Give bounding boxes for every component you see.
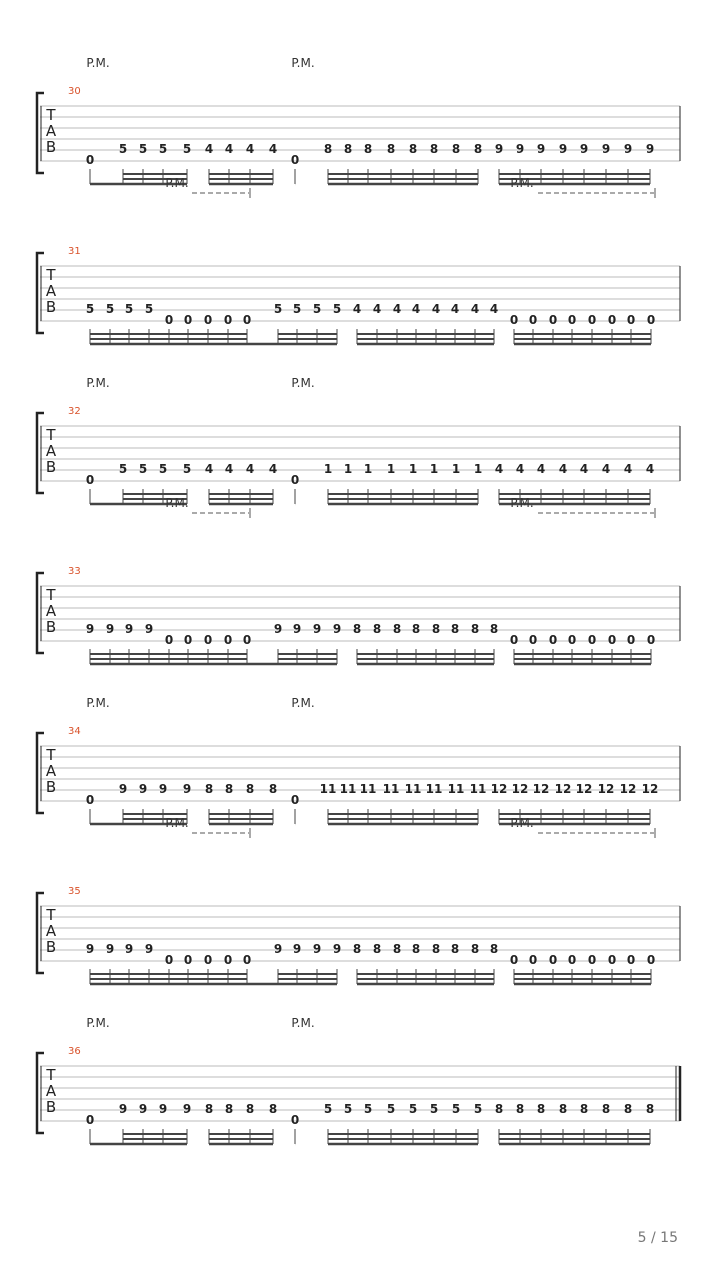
tab-clef-letter: B bbox=[45, 458, 57, 476]
fret-number: 12 bbox=[532, 782, 550, 796]
fret-number: 4 bbox=[470, 302, 480, 316]
fret-number: 12 bbox=[554, 782, 572, 796]
fret-number: 11 bbox=[339, 782, 357, 796]
fret-number: 1 bbox=[343, 462, 353, 476]
fret-number: 0 bbox=[548, 313, 558, 327]
fret-number: 12 bbox=[511, 782, 529, 796]
fret-number: 4 bbox=[450, 302, 460, 316]
fret-number: 4 bbox=[515, 462, 525, 476]
fret-number: 5 bbox=[138, 142, 148, 156]
fret-number: 8 bbox=[411, 942, 421, 956]
fret-number: 9 bbox=[558, 142, 568, 156]
fret-number: 0 bbox=[528, 313, 538, 327]
fret-number: 4 bbox=[623, 462, 633, 476]
fret-number: 8 bbox=[392, 622, 402, 636]
fret-number: 0 bbox=[290, 1113, 300, 1127]
system-36 bbox=[37, 1016, 680, 1144]
tab-clef-letter: T bbox=[46, 266, 56, 284]
fret-number: 0 bbox=[646, 313, 656, 327]
fret-number: 4 bbox=[204, 142, 214, 156]
fret-number: 8 bbox=[579, 1102, 589, 1116]
palm-mute-marking: P.M. bbox=[86, 56, 110, 70]
tab-clef-letter: T bbox=[46, 586, 56, 604]
fret-number: 9 bbox=[118, 782, 128, 796]
fret-number: 5 bbox=[182, 142, 192, 156]
fret-number: 11 bbox=[425, 782, 443, 796]
fret-number: 1 bbox=[363, 462, 373, 476]
palm-mute-marking: P.M. bbox=[291, 56, 315, 70]
fret-number: 9 bbox=[273, 942, 283, 956]
fret-number: 8 bbox=[558, 1102, 568, 1116]
bar-number: 30 bbox=[68, 86, 81, 97]
fret-number: 0 bbox=[223, 633, 233, 647]
fret-number: 5 bbox=[118, 462, 128, 476]
fret-number: 9 bbox=[105, 622, 115, 636]
fret-number: 5 bbox=[292, 302, 302, 316]
fret-number: 4 bbox=[204, 462, 214, 476]
fret-number: 9 bbox=[536, 142, 546, 156]
fret-number: 0 bbox=[626, 313, 636, 327]
fret-number: 8 bbox=[224, 782, 234, 796]
fret-number: 9 bbox=[118, 1102, 128, 1116]
tab-clef-letter: A bbox=[45, 282, 57, 300]
fret-number: 0 bbox=[509, 953, 519, 967]
fret-number: 4 bbox=[601, 462, 611, 476]
palm-mute-marking: P.M. bbox=[86, 696, 110, 710]
fret-number: 9 bbox=[579, 142, 589, 156]
fret-number: 0 bbox=[567, 633, 577, 647]
fret-number: 4 bbox=[268, 462, 278, 476]
fret-number: 8 bbox=[343, 142, 353, 156]
fret-number: 9 bbox=[312, 942, 322, 956]
fret-number: 5 bbox=[323, 1102, 333, 1116]
tab-clef-letter: B bbox=[45, 618, 57, 636]
fret-number: 8 bbox=[372, 942, 382, 956]
fret-number: 1 bbox=[323, 462, 333, 476]
fret-number: 9 bbox=[332, 622, 342, 636]
fret-number: 0 bbox=[242, 953, 252, 967]
fret-number: 8 bbox=[392, 942, 402, 956]
palm-mute-marking: P.M. bbox=[165, 176, 189, 190]
fret-number: 8 bbox=[363, 142, 373, 156]
fret-number: 11 bbox=[359, 782, 377, 796]
fret-number: 0 bbox=[164, 633, 174, 647]
fret-number: 9 bbox=[158, 782, 168, 796]
bar-number: 36 bbox=[68, 1046, 81, 1057]
fret-number: 8 bbox=[450, 942, 460, 956]
fret-number: 12 bbox=[490, 782, 508, 796]
fret-number: 8 bbox=[408, 142, 418, 156]
fret-number: 4 bbox=[558, 462, 568, 476]
fret-number: 8 bbox=[204, 782, 214, 796]
fret-number: 0 bbox=[626, 633, 636, 647]
system-34 bbox=[37, 696, 680, 824]
fret-number: 9 bbox=[124, 622, 134, 636]
fret-number: 0 bbox=[548, 953, 558, 967]
bar-number: 35 bbox=[68, 886, 81, 897]
fret-number: 8 bbox=[431, 942, 441, 956]
fret-number: 0 bbox=[242, 633, 252, 647]
system-30 bbox=[37, 56, 680, 184]
fret-number: 5 bbox=[182, 462, 192, 476]
fret-number: 0 bbox=[164, 953, 174, 967]
fret-number: 1 bbox=[408, 462, 418, 476]
fret-number: 8 bbox=[450, 622, 460, 636]
fret-number: 5 bbox=[144, 302, 154, 316]
palm-mute-marking: P.M. bbox=[165, 496, 189, 510]
fret-number: 0 bbox=[85, 153, 95, 167]
fret-number: 8 bbox=[204, 1102, 214, 1116]
fret-number: 8 bbox=[224, 1102, 234, 1116]
fret-number: 0 bbox=[183, 953, 193, 967]
fret-number: 9 bbox=[138, 782, 148, 796]
fret-number: 9 bbox=[645, 142, 655, 156]
fret-number: 8 bbox=[372, 622, 382, 636]
fret-number: 9 bbox=[182, 1102, 192, 1116]
fret-number: 4 bbox=[352, 302, 362, 316]
bar-number: 34 bbox=[68, 726, 81, 737]
fret-number: 8 bbox=[386, 142, 396, 156]
fret-number: 9 bbox=[85, 622, 95, 636]
fret-number: 5 bbox=[158, 462, 168, 476]
fret-number: 0 bbox=[290, 793, 300, 807]
fret-number: 0 bbox=[607, 633, 617, 647]
fret-number: 12 bbox=[619, 782, 637, 796]
fret-number: 9 bbox=[601, 142, 611, 156]
fret-number: 8 bbox=[489, 622, 499, 636]
fret-number: 4 bbox=[268, 142, 278, 156]
fret-number: 0 bbox=[203, 633, 213, 647]
fret-number: 1 bbox=[473, 462, 483, 476]
fret-number: 9 bbox=[105, 942, 115, 956]
fret-number: 0 bbox=[290, 153, 300, 167]
tab-clef-letter: A bbox=[45, 922, 57, 940]
fret-number: 0 bbox=[587, 633, 597, 647]
tab-clef-letter: A bbox=[45, 762, 57, 780]
fret-number: 9 bbox=[623, 142, 633, 156]
fret-number: 4 bbox=[494, 462, 504, 476]
fret-number: 0 bbox=[223, 953, 233, 967]
fret-number: 4 bbox=[245, 142, 255, 156]
fret-number: 8 bbox=[494, 1102, 504, 1116]
fret-number: 9 bbox=[124, 942, 134, 956]
fret-number: 8 bbox=[323, 142, 333, 156]
fret-number: 0 bbox=[85, 1113, 95, 1127]
fret-number: 9 bbox=[182, 782, 192, 796]
tab-clef-letter: A bbox=[45, 442, 57, 460]
fret-number: 0 bbox=[203, 953, 213, 967]
palm-mute-marking: P.M. bbox=[165, 816, 189, 830]
fret-number: 9 bbox=[292, 622, 302, 636]
fret-number: 11 bbox=[469, 782, 487, 796]
fret-number: 0 bbox=[528, 633, 538, 647]
fret-number: 8 bbox=[489, 942, 499, 956]
bar-number: 31 bbox=[68, 246, 81, 257]
fret-number: 0 bbox=[607, 953, 617, 967]
fret-number: 0 bbox=[509, 633, 519, 647]
fret-number: 11 bbox=[447, 782, 465, 796]
fret-number: 8 bbox=[645, 1102, 655, 1116]
fret-number: 5 bbox=[273, 302, 283, 316]
tab-clef-letter: A bbox=[45, 122, 57, 140]
tab-clef-letter: B bbox=[45, 938, 57, 956]
system-35 bbox=[37, 816, 680, 984]
fret-number: 1 bbox=[429, 462, 439, 476]
fret-number: 0 bbox=[587, 313, 597, 327]
tab-clef-letter: B bbox=[45, 298, 57, 316]
fret-number: 0 bbox=[567, 313, 577, 327]
fret-number: 4 bbox=[392, 302, 402, 316]
fret-number: 4 bbox=[245, 462, 255, 476]
tab-clef-letter: A bbox=[45, 602, 57, 620]
fret-number: 0 bbox=[587, 953, 597, 967]
fret-number: 4 bbox=[411, 302, 421, 316]
fret-number: 12 bbox=[597, 782, 615, 796]
fret-number: 8 bbox=[411, 622, 421, 636]
fret-number: 5 bbox=[332, 302, 342, 316]
fret-number: 0 bbox=[183, 313, 193, 327]
fret-number: 5 bbox=[105, 302, 115, 316]
palm-mute-marking: P.M. bbox=[510, 816, 534, 830]
fret-number: 5 bbox=[158, 142, 168, 156]
tab-clef-letter: A bbox=[45, 1082, 57, 1100]
fret-number: 8 bbox=[268, 1102, 278, 1116]
palm-mute-marking: P.M. bbox=[291, 376, 315, 390]
fret-number: 4 bbox=[224, 142, 234, 156]
fret-number: 8 bbox=[245, 1102, 255, 1116]
fret-number: 1 bbox=[451, 462, 461, 476]
fret-number: 9 bbox=[312, 622, 322, 636]
fret-number: 8 bbox=[268, 782, 278, 796]
fret-number: 0 bbox=[548, 633, 558, 647]
tab-clef-letter: T bbox=[46, 906, 56, 924]
fret-number: 9 bbox=[85, 942, 95, 956]
fret-number: 0 bbox=[242, 313, 252, 327]
fret-number: 0 bbox=[509, 313, 519, 327]
fret-number: 4 bbox=[224, 462, 234, 476]
fret-number: 12 bbox=[575, 782, 593, 796]
fret-number: 8 bbox=[352, 622, 362, 636]
page-number: 5 / 15 bbox=[637, 1230, 678, 1246]
tab-clef-letter: B bbox=[45, 138, 57, 156]
fret-number: 0 bbox=[626, 953, 636, 967]
fret-number: 9 bbox=[494, 142, 504, 156]
fret-number: 5 bbox=[124, 302, 134, 316]
system-33 bbox=[37, 496, 680, 664]
fret-number: 0 bbox=[164, 313, 174, 327]
bar-number: 33 bbox=[68, 566, 81, 577]
fret-number: 0 bbox=[183, 633, 193, 647]
fret-number: 8 bbox=[470, 622, 480, 636]
fret-number: 8 bbox=[431, 622, 441, 636]
fret-number: 0 bbox=[290, 473, 300, 487]
fret-number: 5 bbox=[429, 1102, 439, 1116]
fret-number: 5 bbox=[386, 1102, 396, 1116]
fret-number: 0 bbox=[528, 953, 538, 967]
fret-number: 0 bbox=[203, 313, 213, 327]
fret-number: 9 bbox=[515, 142, 525, 156]
palm-mute-marking: P.M. bbox=[510, 176, 534, 190]
fret-number: 0 bbox=[223, 313, 233, 327]
fret-number: 9 bbox=[273, 622, 283, 636]
fret-number: 9 bbox=[292, 942, 302, 956]
palm-mute-marking: P.M. bbox=[86, 1016, 110, 1030]
tab-clef-letter: B bbox=[45, 1098, 57, 1116]
fret-number: 5 bbox=[363, 1102, 373, 1116]
palm-mute-marking: P.M. bbox=[291, 1016, 315, 1030]
system-31 bbox=[37, 176, 680, 344]
tab-clef-letter: B bbox=[45, 778, 57, 796]
fret-number: 5 bbox=[473, 1102, 483, 1116]
fret-number: 4 bbox=[579, 462, 589, 476]
fret-number: 4 bbox=[536, 462, 546, 476]
fret-number: 8 bbox=[601, 1102, 611, 1116]
fret-number: 0 bbox=[85, 473, 95, 487]
fret-number: 8 bbox=[352, 942, 362, 956]
fret-number: 4 bbox=[645, 462, 655, 476]
fret-number: 8 bbox=[515, 1102, 525, 1116]
fret-number: 9 bbox=[158, 1102, 168, 1116]
fret-number: 11 bbox=[382, 782, 400, 796]
palm-mute-marking: P.M. bbox=[510, 496, 534, 510]
fret-number: 4 bbox=[372, 302, 382, 316]
fret-number: 11 bbox=[404, 782, 422, 796]
fret-number: 8 bbox=[245, 782, 255, 796]
fret-number: 5 bbox=[408, 1102, 418, 1116]
palm-mute-marking: P.M. bbox=[291, 696, 315, 710]
fret-number: 0 bbox=[567, 953, 577, 967]
fret-number: 8 bbox=[536, 1102, 546, 1116]
tab-clef-letter: T bbox=[46, 426, 56, 444]
fret-number: 0 bbox=[646, 953, 656, 967]
bar-number: 32 bbox=[68, 406, 81, 417]
fret-number: 11 bbox=[319, 782, 337, 796]
tab-clef-letter: T bbox=[46, 1066, 56, 1084]
fret-number: 8 bbox=[451, 142, 461, 156]
fret-number: 9 bbox=[138, 1102, 148, 1116]
fret-number: 8 bbox=[623, 1102, 633, 1116]
fret-number: 8 bbox=[429, 142, 439, 156]
fret-number: 9 bbox=[332, 942, 342, 956]
fret-number: 5 bbox=[118, 142, 128, 156]
fret-number: 5 bbox=[85, 302, 95, 316]
fret-number: 9 bbox=[144, 942, 154, 956]
fret-number: 4 bbox=[489, 302, 499, 316]
fret-number: 8 bbox=[473, 142, 483, 156]
tab-clef-letter: T bbox=[46, 746, 56, 764]
system-32 bbox=[37, 376, 680, 504]
fret-number: 5 bbox=[138, 462, 148, 476]
fret-number: 12 bbox=[641, 782, 659, 796]
fret-number: 5 bbox=[312, 302, 322, 316]
fret-number: 1 bbox=[386, 462, 396, 476]
palm-mute-marking: P.M. bbox=[86, 376, 110, 390]
fret-number: 5 bbox=[451, 1102, 461, 1116]
fret-number: 0 bbox=[85, 793, 95, 807]
fret-number: 9 bbox=[144, 622, 154, 636]
tab-clef-letter: T bbox=[46, 106, 56, 124]
fret-number: 5 bbox=[343, 1102, 353, 1116]
fret-number: 4 bbox=[431, 302, 441, 316]
fret-number: 8 bbox=[470, 942, 480, 956]
fret-number: 0 bbox=[607, 313, 617, 327]
fret-number: 0 bbox=[646, 633, 656, 647]
